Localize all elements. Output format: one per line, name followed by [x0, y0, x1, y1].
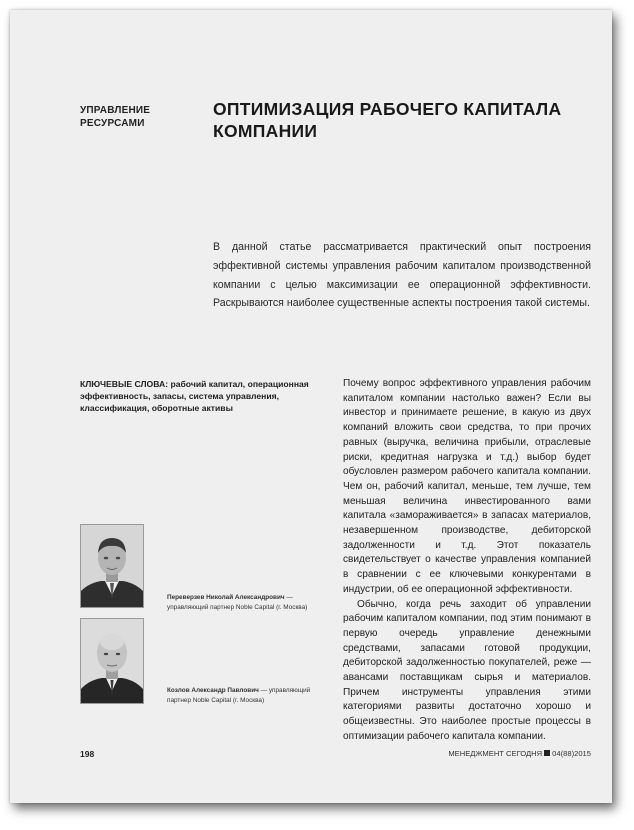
magazine-name: МЕНЕДЖМЕНТ СЕГОДНЯ [448, 749, 543, 758]
author-name: Переверзев Николай Александрович [167, 594, 285, 601]
page-number: 198 [80, 749, 95, 759]
author-role: — управляющий партнер Noble Capital (г. Москва) [167, 687, 311, 704]
author-photo-pereverzev [80, 524, 144, 608]
portrait-image [81, 619, 143, 703]
footer-magazine [415, 749, 591, 758]
section-label: УПРАВЛЕНИЕ РЕСУРСАМИ [80, 105, 151, 129]
magazine-page [10, 10, 612, 803]
article-body [343, 377, 591, 745]
author-role: — управляющий партнер Noble Capital (г. Москва) [167, 594, 308, 611]
author-name: Козлов Александр Павлович [167, 687, 259, 694]
square-separator-icon [544, 750, 550, 756]
author-caption-2 [167, 686, 331, 706]
keywords: КЛЮЧЕВЫЕ СЛОВА: рабочий капитал, операционная эффективность, запасы, система управления, классификация, оборотные активы [80, 379, 309, 413]
article-lead: В данной статье рассматривается практический опыт построения эффективной системы управления рабочим капиталом производственной компании с целью максимизации ее операционной эффективности. Раскрываются наиболее существенные аспекты построения такой системы. [213, 241, 591, 310]
body-paragraph-2: Обычно, когда речь заходит об управлении рабочим капиталом компании, под этим понимают в первую очередь управление денежными средствами, запасами готовой продукции, дебиторской задолженностью покупателей, реже — авансами поставщикам сырья и материалов. Причем инструменты управления этими категориями развиты достаточно хорошо и общеизвестны. Это наиболее простые процессы в оптимизации рабочего капитала компании. [343, 598, 591, 742]
body-paragraph-1: Почему вопрос эффективного управления рабочим капиталом компании настолько важен? Если вы инвестор и принимаете решение, в какую из двух компаний вложить свои средства, то при прочих равных (выручка, величина прибыли, отраслевые риски, кредитная нагрузка и т.д.) выбор будет обусловлен размером рабочего капитала компании. Чем он, рабочий капитал, меньше, тем лучше, тем меньшая величина инвестированного вами капитала «замораживается» в запасах материалов, незавершенном производстве, дебиторской задолженности и т.д. Этот показатель свидетельствует о качестве управления компанией в сравнении с ее ключевыми конкурентами в индустрии, об ее операционной эффективности. [343, 378, 591, 595]
author-caption-1 [167, 593, 331, 613]
issue-number: 04(88)2015 [552, 749, 591, 758]
author-photo-kozlov [80, 618, 144, 704]
article-title: ОПТИМИЗАЦИЯ РАБОЧЕГО КАПИТАЛА КОМПАНИИ [213, 99, 562, 141]
portrait-image [81, 525, 143, 607]
